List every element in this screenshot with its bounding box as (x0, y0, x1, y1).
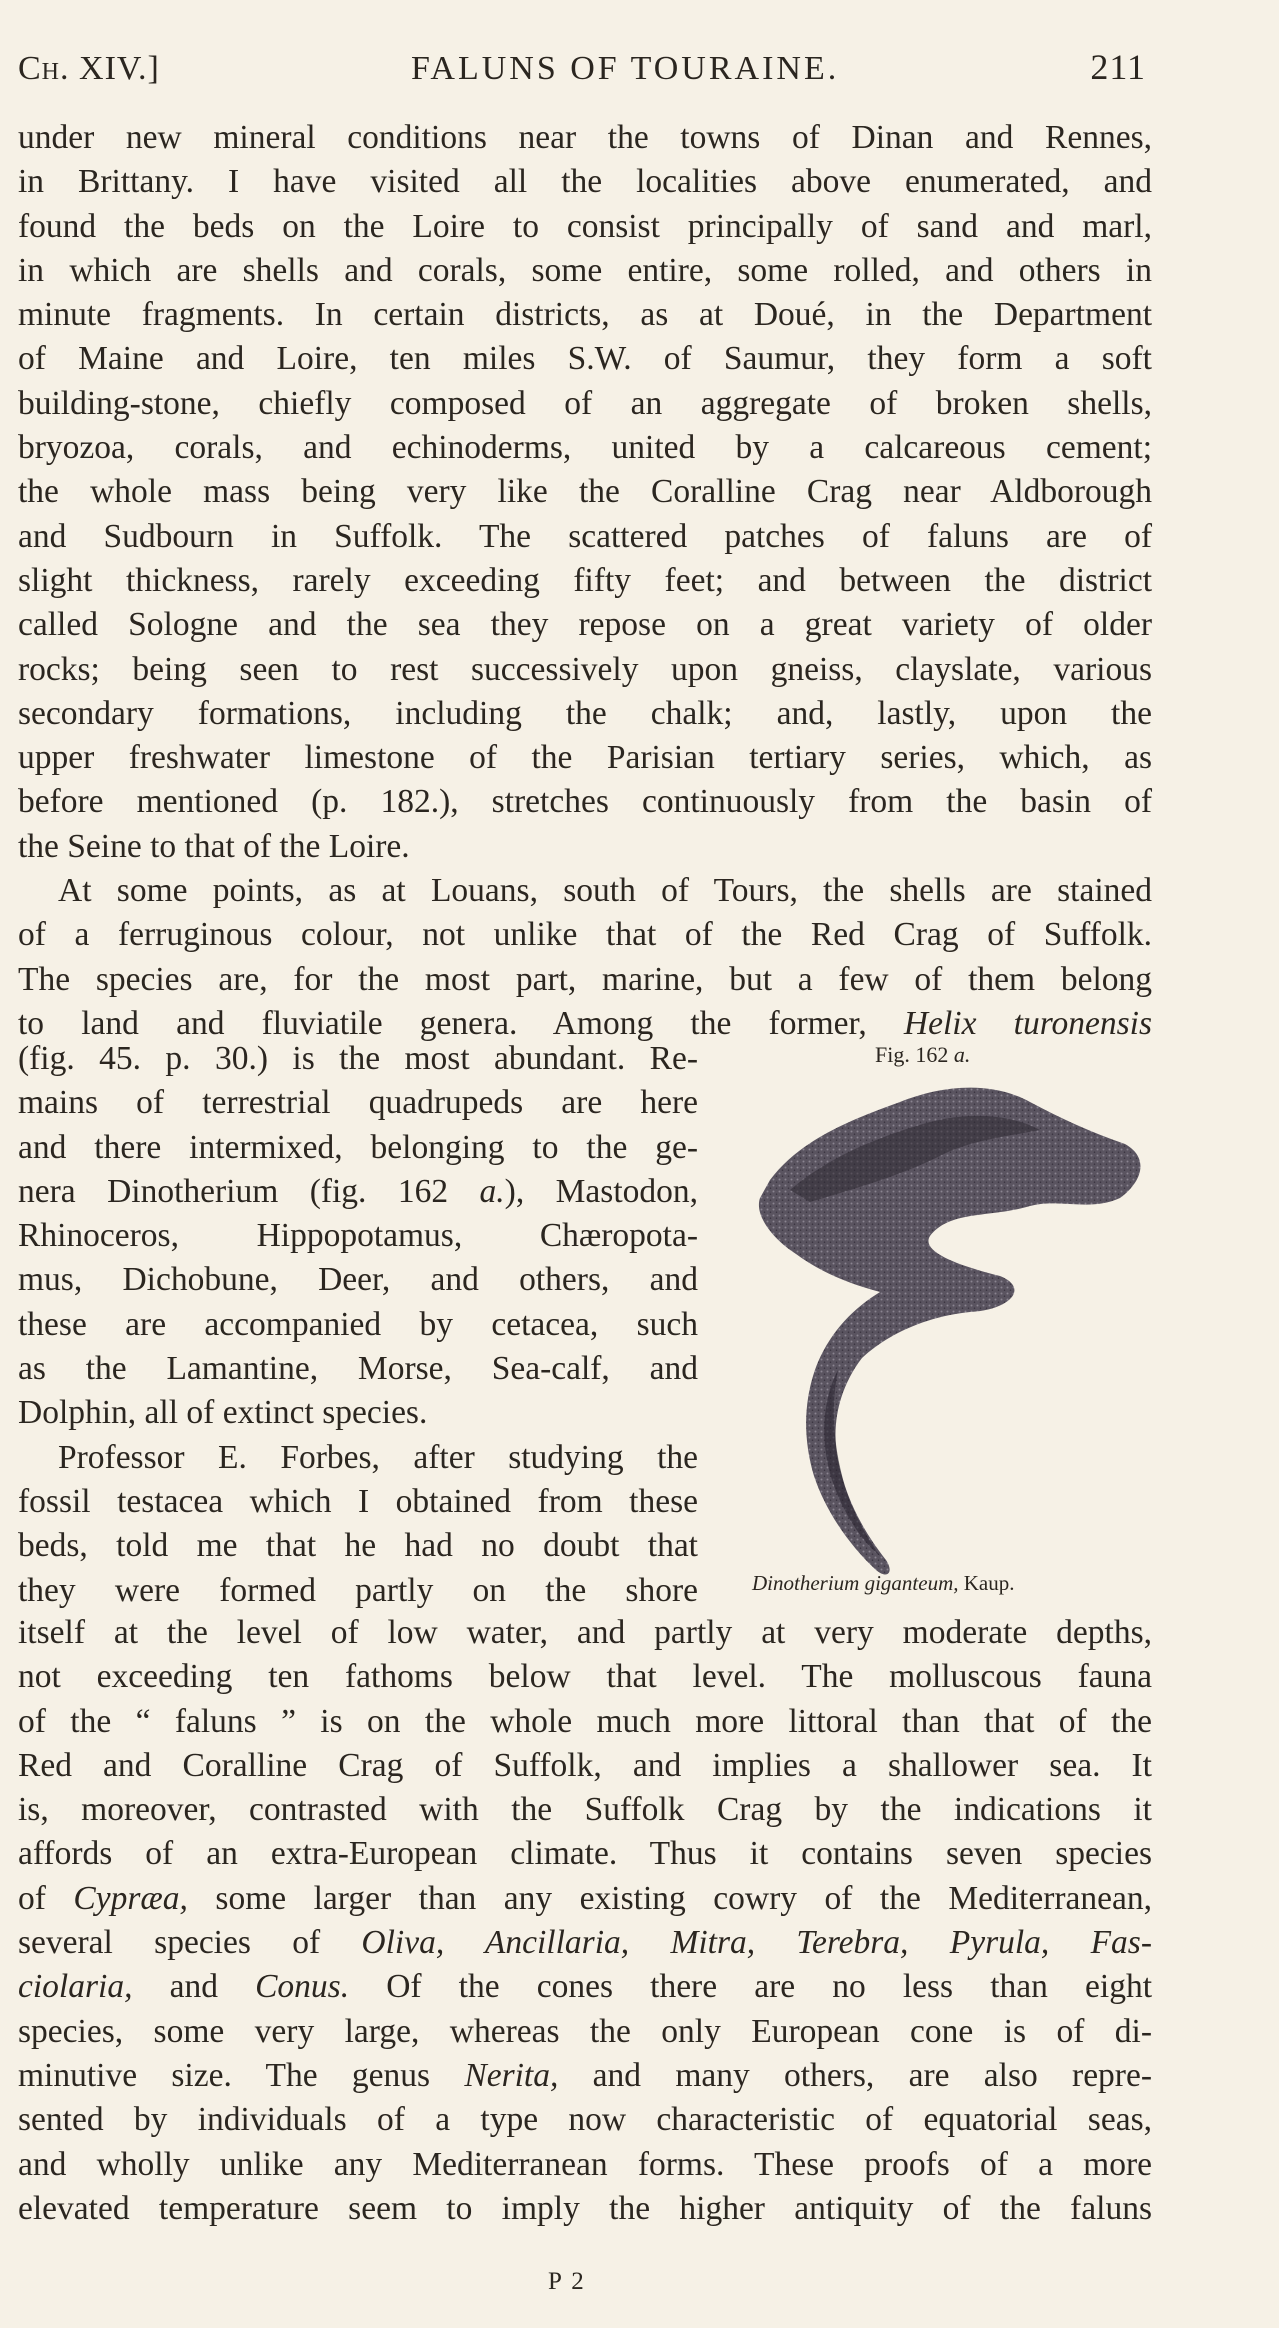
genus-name: Conus. (255, 1968, 350, 2006)
paragraph-3 (18, 1611, 1152, 2231)
running-header (18, 46, 1146, 88)
text-run: and many others, are also repre- (558, 2056, 1152, 2094)
text-line: Rhinoceros, Hippopotamus, Chæropota- (18, 1217, 698, 1255)
text-run: Kaup. (958, 1571, 1015, 1595)
text-line: and there intermixed, belonging to the ge- (18, 1128, 698, 1166)
text-line: itself at the level of low water, and partly at very moderate depths, (18, 1614, 1152, 1651)
text-line: secondary formations, including the chalk; and, lastly, upon the (18, 694, 1152, 732)
text-line: before mentioned (p. 182.), stretches continuously from the basin of (18, 783, 1152, 821)
text-line: and wholly unlike any Mediterranean forms. These proofs of a more (18, 2145, 1152, 2183)
text-line: the Seine to that of the Loire. (18, 827, 410, 865)
text-line: these are accompanied by cetacea, such (18, 1305, 698, 1343)
text-run: to land and fluviatile genera. Among the former, (18, 1004, 904, 1042)
dinotherium-jaw-illustration (730, 1040, 1170, 1620)
text-run: several species of (18, 1924, 362, 1962)
figure-ref: a. (479, 1172, 505, 1210)
text-line: upper freshwater limestone of the Parisian tertiary series, which, as (18, 739, 1152, 777)
page-number: 211 (1090, 47, 1146, 87)
text-run: some larger than any existing cowry of the Mediterranean, (187, 1879, 1153, 1917)
text-line: At some points, as at Louans, south of Tours, the shells are stained (58, 872, 1152, 909)
text-line: not exceeding ten fathoms below that level. The molluscous fauna (18, 1658, 1152, 1696)
text-line: mains of terrestrial quadrupeds are here (18, 1084, 698, 1122)
text-line: of Maine and Loire, ten miles S.W. of Saumur, they form a soft (18, 340, 1152, 378)
text-line: and Sudbourn in Suffolk. The scattered patches of faluns are of (18, 517, 1152, 555)
text-line: as the Lamantine, Morse, Sea-calf, and (18, 1350, 698, 1388)
text-line: of a ferruginous colour, not unlike that of the Red Crag of Suffolk. (18, 916, 1152, 954)
text-line: sented by individuals of a type now characteristic of equatorial seas, (18, 2101, 1152, 2139)
text-line (18, 1877, 1152, 1921)
text-run: Of the cones there are no less than eight (349, 1968, 1152, 2006)
paragraph-1 (18, 116, 1152, 869)
text-run: Fig. 162 (875, 1042, 954, 1067)
text-line (18, 2054, 1152, 2098)
chapter-ref: Ch. XIV.] (18, 50, 160, 87)
figure-caption (752, 1571, 1014, 1596)
text-run: and (132, 1968, 256, 2006)
text-line: of the “ faluns ” is on the whole much more littoral than that of the (18, 1702, 1152, 1740)
text-line: rocks; being seen to rest successively upon gneiss, clayslate, various (18, 650, 1152, 688)
text-line: (fig. 45. p. 30.) is the most abundant. Re- (18, 1040, 698, 1077)
text-line: fossil testacea which I obtained from these (18, 1482, 698, 1520)
species-name: Dinotherium giganteum, (752, 1571, 959, 1595)
text-line: bryozoa, corals, and echinoderms, united by a calcareous cement; (18, 429, 1152, 467)
text-line: Dolphin, all of extinct species. (18, 1394, 428, 1432)
column-text (18, 1037, 698, 1613)
text-run: minutive size. The genus (18, 2056, 465, 2094)
text-line: species, some very large, whereas the only European cone is of di- (18, 2012, 1152, 2050)
text-line (18, 1965, 1152, 2009)
figure-letter: a. (953, 1042, 971, 1067)
paragraph-2 (18, 869, 1152, 1046)
text-line: beds, told me that he had no doubt that (18, 1527, 698, 1565)
running-title: FALUNS OF TOURAINE. (411, 50, 840, 87)
text-line: slight thickness, rarely exceeding fifty feet; and between the district (18, 561, 1152, 599)
text-line (18, 1170, 698, 1214)
genus-names: Oliva, Ancillaria, Mitra, Terebra, Pyrula, Fas- (361, 1924, 1152, 1962)
text-line: found the beds on the Loire to consist principally of sand and marl, (18, 207, 1152, 245)
text-run: of (18, 1879, 74, 1917)
text-line: called Sologne and the sea they repose on a great variety of older (18, 606, 1152, 644)
text-line: they were formed partly on the shore (18, 1571, 698, 1609)
text-line: the whole mass being very like the Coralline Crag near Aldborough (18, 473, 1152, 511)
text-run: ), Mastodon, (504, 1172, 699, 1210)
text-line: Professor E. Forbes, after studying the (58, 1438, 698, 1476)
text-line: affords of an extra-European climate. Thus it contains seven species (18, 1835, 1152, 1873)
text-line (18, 1921, 1152, 1965)
text-line: Red and Coralline Crag of Suffolk, and implies a shallower sea. It (18, 1746, 1152, 1784)
jaw-shape (759, 1088, 1141, 1575)
text-line: is, moreover, contrasted with the Suffolk Crag by the indications it (18, 1791, 1152, 1829)
text-line: in which are shells and corals, some entire, some rolled, and others in (18, 251, 1152, 289)
genus-name: ciolaria, (18, 1968, 133, 2006)
text-line: mus, Dichobune, Deer, and others, and (18, 1261, 698, 1299)
text-line: under new mineral conditions near the towns of Dinan and Rennes, (18, 119, 1152, 156)
text-line: The species are, for the most part, marine, but a few of them belong (18, 960, 1152, 998)
species-name: Helix turonensis (903, 1004, 1152, 1042)
text-line: elevated temperature seem to imply the higher antiquity of the faluns (18, 2189, 1152, 2227)
text-run: nera Dinotherium (fig. 162 (18, 1172, 480, 1210)
genus-name: Nerita, (464, 2056, 559, 2094)
text-line: in Brittany. I have visited all the localities above enumerated, and (18, 163, 1152, 201)
signature-mark: P 2 (548, 2268, 586, 2295)
text-line: building-stone, chiefly composed of an aggregate of broken shells, (18, 384, 1152, 422)
genus-name: Cypræa, (73, 1879, 188, 1917)
text-line: minute fragments. In certain districts, as at Doué, in the Department (18, 296, 1152, 334)
